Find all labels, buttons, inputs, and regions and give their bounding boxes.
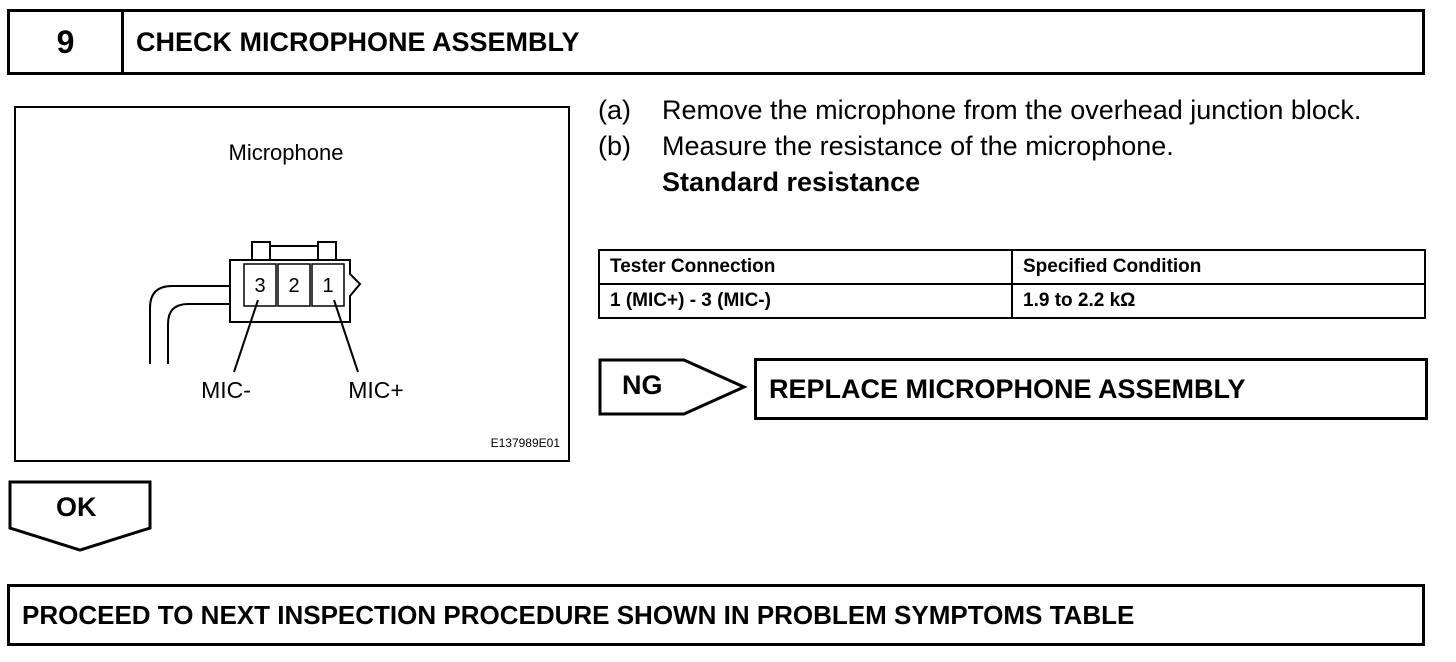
figure-title: Microphone bbox=[228, 140, 344, 165]
connector-diagram bbox=[16, 108, 568, 460]
instructions bbox=[598, 92, 1428, 200]
mic-pos-label: MIC+ bbox=[348, 377, 404, 403]
terminal-3-label: 3 bbox=[254, 275, 266, 297]
terminal-2-label: 2 bbox=[288, 275, 300, 297]
microphone-figure bbox=[14, 106, 570, 462]
mic-neg-label: MIC- bbox=[201, 377, 251, 403]
instruction-b-text: Measure the resistance of the microphone. bbox=[662, 131, 1174, 161]
ng-arrow-icon bbox=[598, 358, 748, 416]
ok-action-box: PROCEED TO NEXT INSPECTION PROCEDURE SHOWN IN PROBLEM SYMPTOMS TABLE bbox=[7, 584, 1425, 646]
cell-specified-condition: 1.9 to 2.2 kΩ bbox=[1012, 284, 1425, 318]
cell-tester-connection: 1 (MIC+) - 3 (MIC-) bbox=[599, 284, 1012, 318]
instruction-b-label: (b) bbox=[598, 131, 631, 161]
col-specified-condition: Specified Condition bbox=[1012, 250, 1425, 284]
instruction-b bbox=[598, 128, 1428, 164]
ng-badge bbox=[598, 358, 748, 421]
ok-label: OK bbox=[56, 492, 97, 522]
terminal-1-label: 1 bbox=[322, 275, 334, 297]
step-title: CHECK MICROPHONE ASSEMBLY bbox=[136, 26, 580, 57]
ok-badge bbox=[8, 480, 154, 559]
step-number: 9 bbox=[10, 12, 124, 72]
step-header bbox=[7, 9, 1425, 75]
spec-table-header bbox=[599, 250, 1425, 284]
col-tester-connection: Tester Connection bbox=[599, 250, 1012, 284]
instruction-a bbox=[598, 92, 1428, 128]
table-row bbox=[599, 284, 1425, 318]
instruction-a-text: Remove the microphone from the overhead junction block. bbox=[662, 95, 1362, 125]
spec-table bbox=[598, 249, 1426, 319]
ng-label: NG bbox=[622, 370, 663, 400]
instruction-a-label: (a) bbox=[598, 95, 631, 125]
standard-resistance-heading: Standard resistance bbox=[662, 167, 921, 197]
figure-id: E137989E01 bbox=[490, 436, 560, 450]
ng-action-box: REPLACE MICROPHONE ASSEMBLY bbox=[754, 358, 1428, 420]
